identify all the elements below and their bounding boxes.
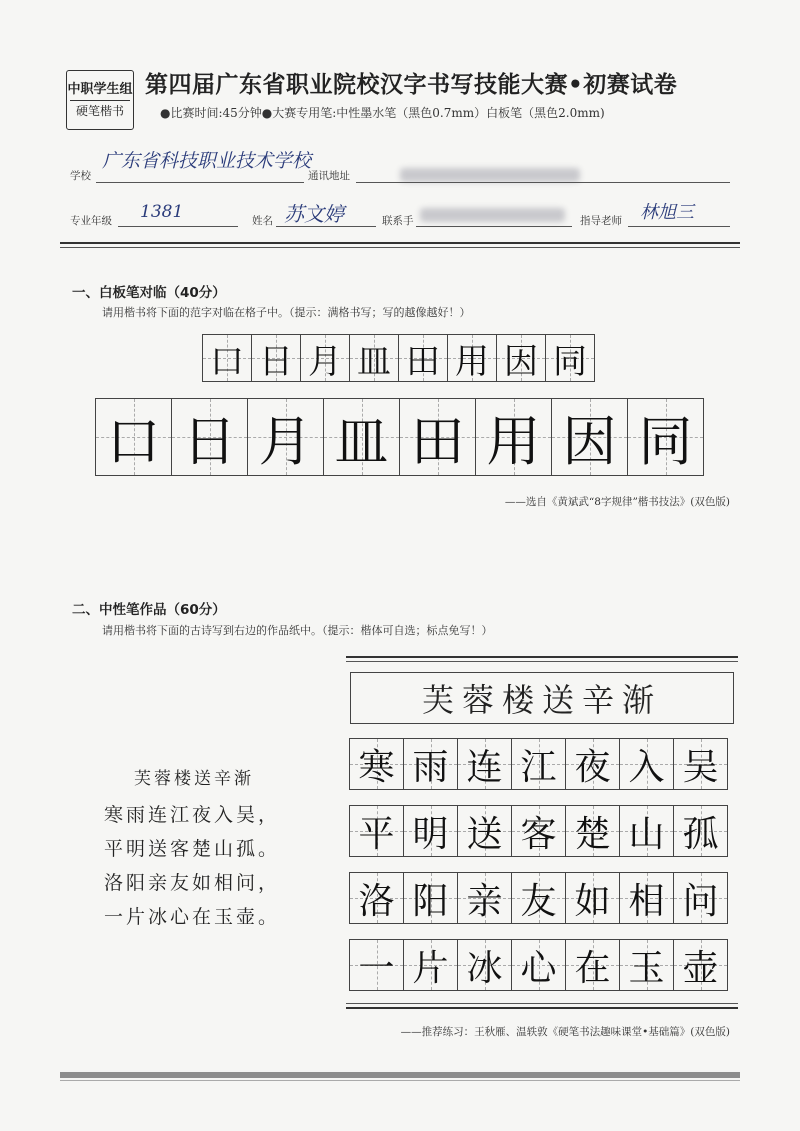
footer-bar [60,1072,740,1078]
section1-credit: ——选自《黄斌武“8字规律”楷书技法》(双色版) [504,496,730,508]
work-paper[interactable] [346,656,738,1011]
model-cell: 用 [447,334,497,382]
poem-line: 一片冰心在玉壶。 [104,906,281,928]
contact-label: 联系手 [382,215,414,227]
grid-cell[interactable]: 一 [349,939,404,991]
grid-row[interactable] [350,738,728,790]
grid-cell[interactable]: 亲 [457,872,512,924]
grid-cell[interactable]: 玉 [619,939,674,991]
teacher-value[interactable]: 林旭三 [640,202,694,223]
grid-cell[interactable]: 冰 [457,939,512,991]
school-label: 学校 [70,170,91,182]
school-value[interactable]: 广东省科技职业技术学校 [102,150,312,172]
paper-bottom-rule [346,1007,738,1009]
model-cell: 月 [300,334,350,382]
name-line [276,226,376,227]
address-label: 通讯地址 [308,170,350,182]
paper-top-rule-thin [346,661,738,662]
poem-line: 寒雨连江夜入吴， [104,804,281,826]
badge-group: 中职学生组 [67,82,133,97]
grid-cell[interactable]: 友 [511,872,566,924]
grid-cell[interactable]: 夜 [565,738,620,790]
grid-cell[interactable]: 入 [619,738,674,790]
grid-row[interactable] [350,805,728,857]
grid-title: 芙蓉楼送辛渐 [421,681,662,719]
grid-cell[interactable]: 如 [565,872,620,924]
teacher-label: 指导老师 [580,215,622,227]
grade-line [118,226,238,227]
grid-cell[interactable]: 壶 [673,939,728,991]
grid-cell[interactable]: 送 [457,805,512,857]
copy-cell[interactable]: 日 [171,398,248,476]
grade-label: 专业年级 [70,215,112,227]
section1-hint: 请用楷书将下面的范字对临在格子中。（提示：满格书写；写的越像越好！） [102,306,471,319]
model-cell: 口 [202,334,252,382]
header-rule [60,242,740,244]
model-cell: 同 [545,334,595,382]
badge-style: 硬笔楷书 [75,104,124,118]
poem-line: 平明送客楚山孤。 [104,838,281,860]
grid-cell[interactable]: 片 [403,939,458,991]
grid-row[interactable] [350,939,728,991]
contact-redacted [420,208,565,222]
copy-cell[interactable]: 口 [95,398,172,476]
grid-cell[interactable]: 雨 [403,738,458,790]
model-cell: 因 [496,334,546,382]
paper-top-rule [346,656,738,658]
copy-cell[interactable]: 月 [247,398,324,476]
copy-cell[interactable]: 皿 [323,398,400,476]
poem-line: 洛阳亲友如相问， [104,872,281,894]
copy-grid[interactable] [96,398,704,476]
grid-cell[interactable]: 阳 [403,872,458,924]
address-line[interactable] [356,182,730,183]
copy-cell[interactable]: 用 [475,398,552,476]
grid-cell[interactable]: 问 [673,872,728,924]
copy-cell[interactable]: 同 [627,398,704,476]
grid-row[interactable] [350,872,728,924]
grid-cell[interactable]: 楚 [565,805,620,857]
model-cell: 田 [398,334,448,382]
badge-divider [70,100,130,101]
page-title: 第四届广东省职业院校汉字书写技能大赛•初赛试卷 [145,72,678,98]
grid-cell[interactable]: 连 [457,738,512,790]
contact-line[interactable] [416,226,572,227]
section2-heading: 二、中性笔作品（60分） [72,602,226,618]
section1-heading: 一、白板笔对临（40分） [72,285,226,301]
school-line [96,182,304,183]
grid-cell[interactable]: 吴 [673,738,728,790]
grid-cell[interactable]: 洛 [349,872,404,924]
grid-cell[interactable]: 相 [619,872,674,924]
name-label: 姓名 [252,215,273,227]
section2-credit: ——推荐练习：王秋雁、温轶敦《硬笔书法趣味课堂•基础篇》(双色版) [400,1026,730,1038]
grid-cell[interactable]: 寒 [349,738,404,790]
grid-cell[interactable]: 山 [619,805,674,857]
name-value[interactable]: 苏文婷 [284,202,344,226]
grid-cell[interactable]: 孤 [673,805,728,857]
grid-title-box[interactable] [350,672,734,724]
poem-title: 芙蓉楼送辛渐 [134,769,254,789]
address-redacted [400,168,580,182]
section2-hint: 请用楷书将下面的古诗写到右边的作品纸中。（提示：楷体可自选；标点免写！） [102,624,493,637]
footer-rule [60,1080,740,1081]
copy-cell[interactable]: 因 [551,398,628,476]
copy-cell[interactable]: 田 [399,398,476,476]
header-rule-thin [60,247,740,248]
grid-cell[interactable]: 江 [511,738,566,790]
teacher-line [628,226,730,227]
grade-value[interactable]: 1381 [140,202,184,222]
model-cell: 皿 [349,334,399,382]
grid-cell[interactable]: 明 [403,805,458,857]
paper-bottom-rule-thin [346,1003,738,1004]
model-grid [203,334,595,382]
grid-cell[interactable]: 客 [511,805,566,857]
exam-info: ●比赛时间:45分钟●大赛专用笔:中性墨水笔（黑色0.7mm）白板笔（黑色2.0mm) [160,106,605,120]
grid-cell[interactable]: 心 [511,939,566,991]
model-cell: 日 [251,334,301,382]
category-badge [66,70,134,130]
grid-cell[interactable]: 在 [565,939,620,991]
grid-cell[interactable]: 平 [349,805,404,857]
